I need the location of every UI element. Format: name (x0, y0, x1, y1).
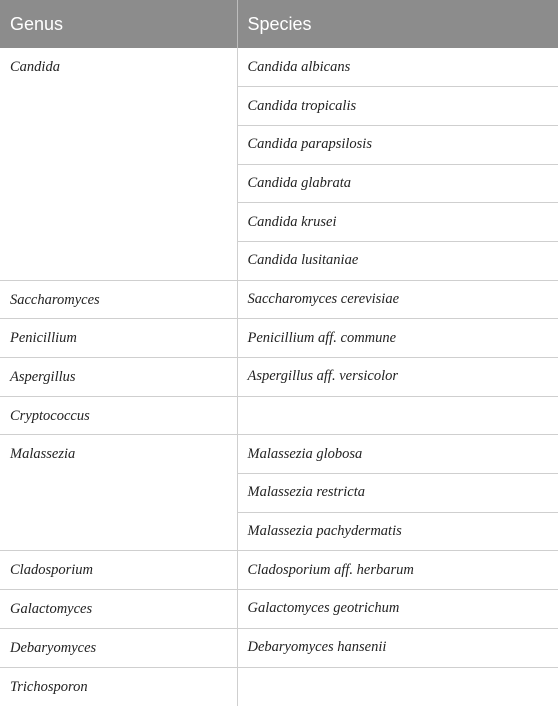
genus-cell: Galactomyces (0, 590, 237, 629)
species-cell: Galactomyces geotrichum (237, 590, 558, 629)
genus-cell: Trichosporon (0, 667, 237, 706)
header-row (0, 0, 558, 48)
species-cell: Candida albicans (237, 48, 558, 87)
table-header (0, 0, 558, 48)
species-cell: Aspergillus aff. versicolor (237, 358, 558, 397)
table-row (0, 628, 558, 667)
species-cell: Candida krusei (237, 203, 558, 242)
genus-cell: Penicillium (0, 319, 237, 358)
table-row (0, 667, 558, 706)
species-cell: Candida lusitaniae (237, 241, 558, 280)
species-cell: Malassezia pachydermatis (237, 512, 558, 551)
table-row (0, 551, 558, 590)
genus-cell: Malassezia (0, 435, 237, 551)
table-row (0, 48, 558, 87)
table-row (0, 358, 558, 397)
genus-cell: Saccharomyces (0, 280, 237, 319)
species-cell: Saccharomyces cerevisiae (237, 280, 558, 319)
genus-cell: Aspergillus (0, 358, 237, 397)
species-cell (237, 667, 558, 706)
species-cell: Penicillium aff. commune (237, 319, 558, 358)
species-cell: Candida parapsilosis (237, 125, 558, 164)
genus-cell: Cladosporium (0, 551, 237, 590)
species-cell: Malassezia globosa (237, 435, 558, 474)
genus-cell: Cryptococcus (0, 396, 237, 435)
species-cell: Candida glabrata (237, 164, 558, 203)
species-column-header: Species (237, 0, 558, 48)
table-row (0, 396, 558, 435)
table-row (0, 319, 558, 358)
genus-cell: Debaryomyces (0, 628, 237, 667)
table-row (0, 435, 558, 474)
species-cell: Cladosporium aff. herbarum (237, 551, 558, 590)
table-row (0, 280, 558, 319)
species-cell: Malassezia restricta (237, 474, 558, 513)
genus-column-header: Genus (0, 0, 237, 48)
species-cell: Debaryomyces hansenii (237, 628, 558, 667)
table-row (0, 590, 558, 629)
table-body (0, 48, 558, 706)
species-cell (237, 396, 558, 435)
genus-cell: Candida (0, 48, 237, 280)
species-cell: Candida tropicalis (237, 87, 558, 126)
